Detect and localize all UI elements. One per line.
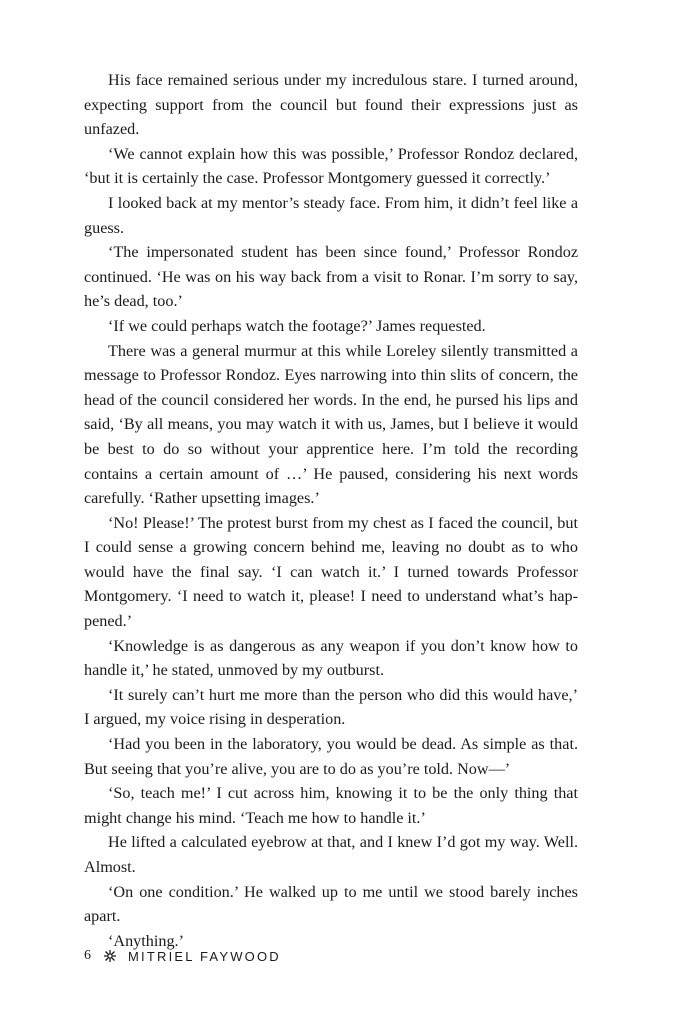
paragraph: I looked back at my mentor’s steady face. From him, it didn’t feel like a guess. xyxy=(84,193,578,237)
paragraph: ‘So, teach me!’ I cut across him, knowing it to be the only thing that might change his mind. ‘Teach me how to handle it.’ xyxy=(84,784,578,827)
author-name: MITRIEL FAYWOOD xyxy=(128,948,281,964)
paragraph: ‘Anything.’ xyxy=(108,931,184,950)
paragraph: ‘We cannot explain how this was possible,’ Professor Rondoz declared, ‘but it is certainly the case. Professor Montgomery guessed it correctly.’ xyxy=(84,144,578,188)
paragraph: ‘No! Please!’ The protest burst from my chest as I faced the council, but I could sense a growing concern behind me, leaving no doubt as to who would have the final say. ‘I can watch it.’ I turned towards Professor Montgomery. ‘I need to watch it, please! I need to understand what’s happened.’ xyxy=(84,513,578,631)
paragraph: ‘On one condition.’ He walked up to me until we stood barely inches apart. xyxy=(84,882,578,926)
body-text xyxy=(84,68,578,953)
paragraph: His face remained serious under my incredulous stare. I turned around, expecting support from the council but found their expressions just as unfazed. xyxy=(84,71,578,139)
page-footer xyxy=(84,948,281,964)
paragraph: ‘Knowledge is as dangerous as any weapon if you don’t know how to handle it,’ he stated, unmoved by my outburst. xyxy=(84,636,578,680)
paragraph: ‘It surely can’t hurt me more than the person who did this would have,’ I argued, my voice rising in desperation. xyxy=(84,685,578,729)
paragraph: ‘If we could perhaps watch the footage?’ James requested. xyxy=(108,316,486,335)
paragraph: ‘Had you been in the laboratory, you would be dead. As simple as that. But seeing that you’re alive, you are to do as you’re told. Now—’ xyxy=(84,735,578,778)
paragraph: He lifted a calculated eyebrow at that, and I knew I’d got my way. Well. Almost. xyxy=(84,833,578,876)
paragraph: ‘The impersonated student has been since found,’ Professor Rondoz continued. ‘He was on his way back from a visit to Ronar. I’m sorry to say, he’s dead, too.’ xyxy=(84,243,578,311)
page-number: 6 xyxy=(84,948,91,963)
fleuron-icon xyxy=(103,949,117,963)
paragraph: There was a general murmur at this while Loreley silently transmitted a message to Professor Rondoz. Eyes narrowing into thin slits of concern, the head of the council considered her words. In the end, he pursed his lips and said, ‘By all means, you may watch it with us, James, but I believe it would be best to do so without your apprentice here. I’m told the recording contains a certain amount of …’ He paused, considering his next words carefully. ‘Rather upsetting images.’ xyxy=(84,341,578,508)
